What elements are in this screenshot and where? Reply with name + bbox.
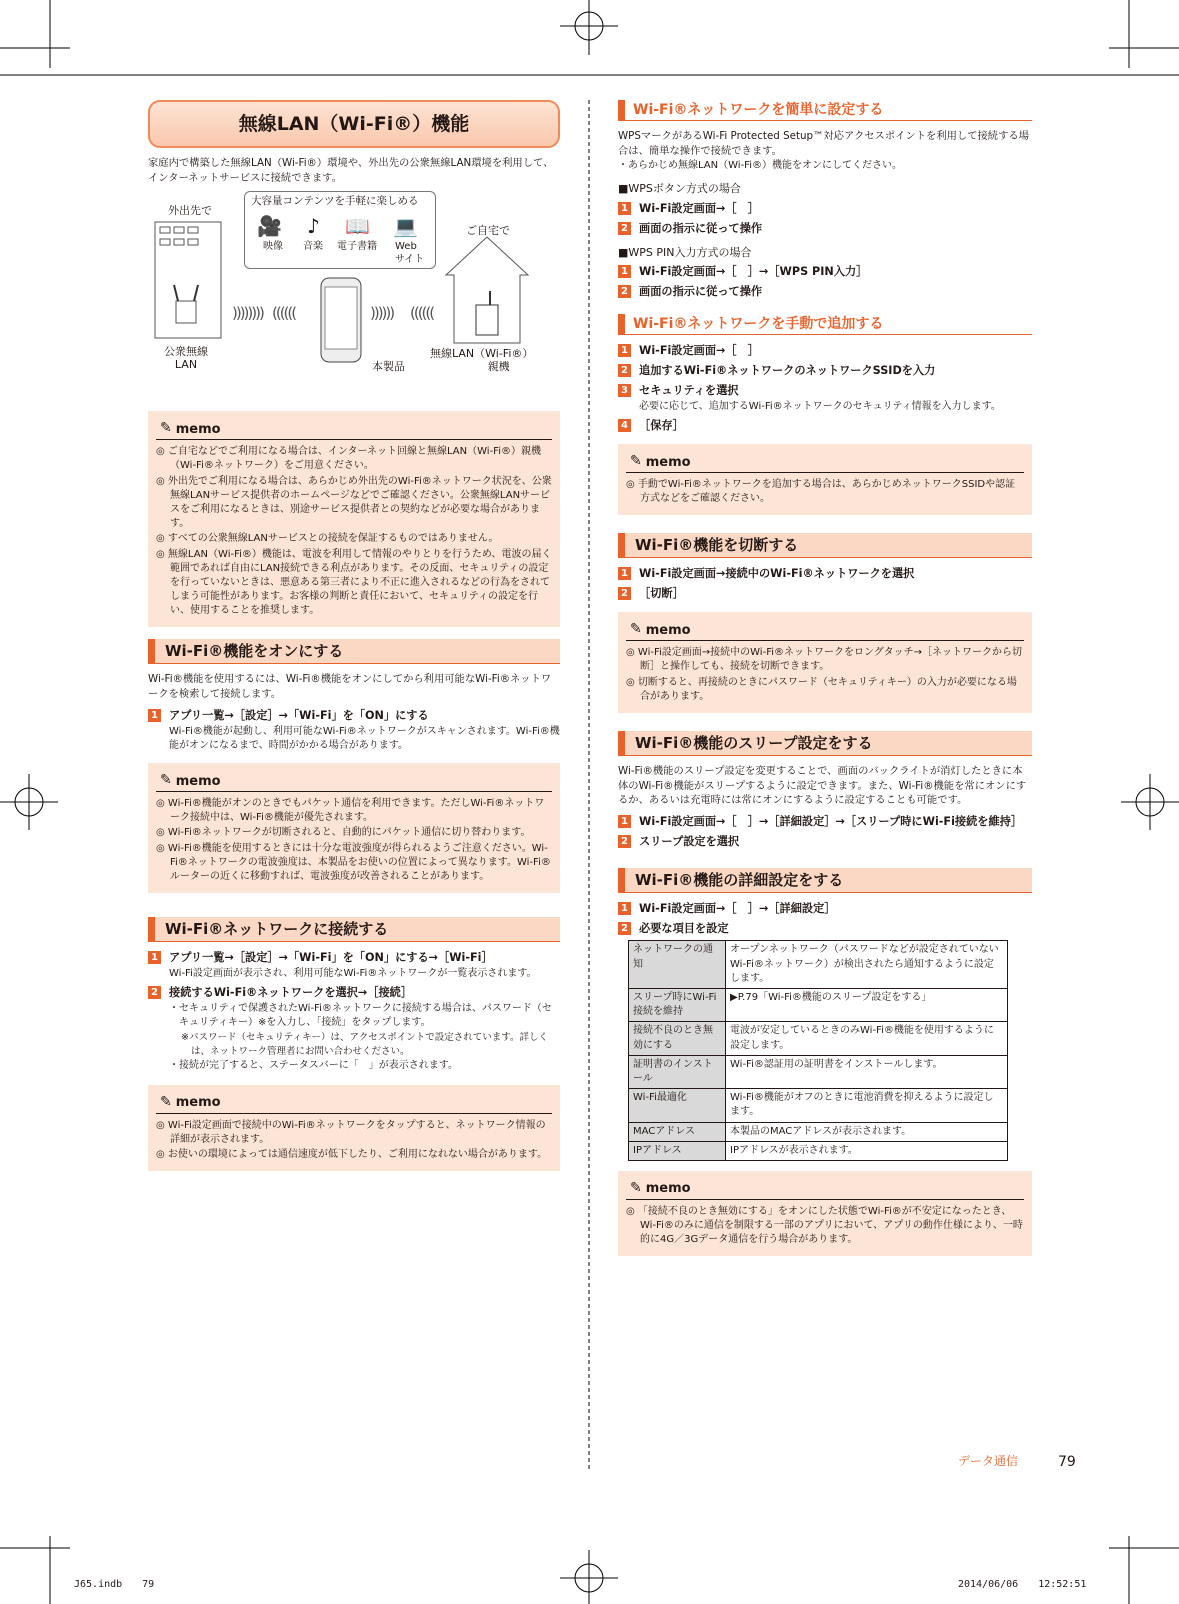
public-lan-label: 公衆無線 — [164, 345, 208, 359]
step-2: 2 スリープ設定を選択 — [618, 834, 1032, 850]
signal-waves-right: )))))) — [370, 304, 394, 323]
step-1: 1 Wi-Fi設定画面→［ ］ — [618, 343, 1032, 359]
step-2: 2 追加するWi-Fi®ネットワークのネットワークSSIDを入力 — [618, 363, 1032, 379]
memo-label: memo — [645, 1181, 691, 1197]
step-desc: Wi-Fi設定画面が表示され、利用可能なWi-Fi®ネットワークが一覧表示されます。 — [169, 968, 537, 979]
table-key: MACアドレス — [629, 1122, 726, 1141]
memo-header — [156, 419, 552, 440]
file-stamp: J65.indb 79 — [74, 1579, 155, 1590]
step-title: アプリ一覧→［設定］→「Wi-Fi」を「ON」にする — [169, 708, 429, 722]
memo-item: ◎ 無線LAN（Wi-Fi®）機能は、電波を利用して情報のやりとりを行うため、電波の届く範囲であれば自由にLAN接続できる利点があります。その反面、セキュリティの設定を行っていないときは、悪意ある第三者により不正に進入されるなどの行為をされてしまう可能性があります。お客様の判断と責任において、セキュリティの設定を行い、使用することを推奨します。 — [156, 548, 552, 619]
wps-pin-heading: ■WPS PIN入力方式の場合 — [618, 245, 752, 259]
step-title: Wi-Fi設定画面→［ ］→［詳細設定］ — [639, 901, 836, 915]
wps-bullet: ・あらかじめ無線LAN（Wi-Fi®）機能をオンにしてください。 — [618, 160, 902, 172]
public-lan-label-2: LAN — [174, 358, 198, 372]
settings-table — [628, 940, 1008, 1160]
step-2: 2 画面の指示に従って操作 — [618, 284, 1032, 300]
music-note-icon: ♪ — [307, 214, 320, 239]
section-heading-manual: Wi-Fi®ネットワークを手動で追加する — [618, 314, 1032, 335]
content-box-title: 大容量コンテンツを手軽に楽しめる — [251, 195, 419, 208]
memo-label: memo — [175, 1095, 221, 1111]
table-value: IPアドレスが表示されます。 — [726, 1141, 1008, 1160]
sleep-intro: Wi-Fi®機能のスリープ設定を変更することで、画面のバックライトが消灯したときに本体のWi-Fi®機能がスリープするように設定できます。また、Wi-Fi®機能を常にオンにするか、あるいは充電時には常にオンにするように設定することも可能です。 — [618, 765, 1027, 807]
memo-label: memo — [175, 421, 221, 437]
signal-waves-left-2: (((((( — [272, 304, 296, 323]
laptop-icon: 💻 — [393, 214, 418, 239]
bullet-text: ・セキュリティで保護されたWi-Fi®ネットワークに接続する場合は、パスワード（セキュリティキー）※を入力し、「接続」をタップします。 — [169, 1003, 552, 1029]
pencil-icon: ✎ — [160, 420, 172, 437]
step-number: 1 — [148, 951, 161, 964]
house-icon — [444, 235, 530, 345]
step-title: 画面の指示に従って操作 — [639, 221, 763, 235]
signal-waves-left: )))))))) — [232, 304, 263, 323]
step-4: 4 ［保存］ — [618, 418, 1032, 434]
table-row — [629, 1141, 1008, 1160]
table-value: ▶P.79「Wi-Fi®機能のスリープ設定をする」 — [726, 989, 1008, 1022]
building-icon — [154, 221, 224, 341]
step-title: セキュリティを選択 — [639, 384, 739, 398]
video-label: 映像 — [263, 241, 283, 253]
memo-label: memo — [175, 773, 221, 789]
wps-button-heading: ■WPSボタン方式の場合 — [618, 182, 741, 196]
step-title: Wi-Fi設定画面→［ ］→［詳細設定］→［スリープ時にWi-Fi接続を維持］ — [639, 814, 1023, 828]
device-label: 本製品 — [372, 360, 405, 374]
bullet-text: ・接続が完了すると、ステータスバーに「 」が表示されます。 — [169, 1060, 458, 1072]
step-title: Wi-Fi設定画面→接続中のWi-Fi®ネットワークを選択 — [639, 567, 915, 581]
memo-label: memo — [645, 454, 691, 470]
table-key: スリープ時にWi-Fi接続を維持 — [629, 989, 726, 1022]
step-1: 1 Wi-Fi設定画面→［ ］ — [618, 201, 1032, 217]
step-2: 2 ［切断］ — [618, 586, 1032, 602]
section-intro: Wi-Fi®機能を使用するには、Wi-Fi®機能をオンにしてから利用可能なWi-Fi®ネットワークを検索して接続します。 — [148, 673, 552, 701]
memo-item: ◎ Wi-Fi®機能がオンのときでもパケット通信を利用できます。ただしWi-Fi®ネットワーク接続中は、Wi-Fi®機能が優先されます。 — [156, 797, 552, 825]
memo-item: ◎ Wi-Fi®ネットワークが切断されると、自動的にパケット通信に切り替わります。 — [156, 826, 552, 840]
footer-section: データ通信 — [958, 1454, 1019, 1468]
step-1: 1 Wi-Fi設定画面→［ ］→［詳細設定］→［スリープ時にWi-Fi接続を維持］ — [618, 814, 1032, 830]
left-column — [148, 100, 560, 1183]
pencil-icon: ✎ — [630, 621, 642, 638]
memo-box-3 — [148, 1085, 560, 1172]
ebook-label: 電子書籍 — [337, 241, 377, 253]
table-row — [629, 1089, 1008, 1122]
memo-item: ◎ 切断すると、再接続のときにパスワード（セキュリティキー）の入力が必要になる場合があります。 — [626, 676, 1024, 704]
step-title: スリープ設定を選択 — [639, 834, 740, 848]
table-key: IPアドレス — [629, 1141, 726, 1160]
table-row — [629, 989, 1008, 1022]
memo-item: ◎ Wi-Fi設定画面→接続中のWi-Fi®ネットワークをロングタッチ→［ネットワークから切断］と操作しても、接続を切断できます。 — [626, 646, 1024, 674]
table-key: Wi-Fi最適化 — [629, 1089, 726, 1122]
step-2: 2 画面の指示に従って操作 — [618, 221, 1032, 237]
table-row — [629, 1022, 1008, 1055]
step-2: 2 必要な項目を設定 — [618, 921, 1032, 937]
intro-text: 家庭内で構築した無線LAN（Wi-Fi®）環境や、外出先の公衆無線LAN環境を利用して、インターネットサービスに接続できます。 — [148, 157, 554, 184]
music-label: 音楽 — [303, 241, 323, 253]
step-2 — [148, 985, 560, 1074]
step-title: Wi-Fi設定画面→［ ］ — [639, 344, 759, 358]
pencil-icon: ✎ — [160, 1093, 172, 1110]
note-text: ※パスワード（セキュリティキー）は、アクセスポイントで設定されています。詳しくは、ネットワーク管理者にお問い合わせください。 — [181, 1032, 548, 1057]
router-label: 無線LAN（Wi-Fi®） — [430, 347, 534, 361]
section-heading-wps: Wi-Fi®ネットワークを簡単に設定する — [618, 100, 1032, 121]
content-box — [244, 191, 436, 269]
step-number: 1 — [148, 709, 161, 722]
table-key: 証明書のインストール — [629, 1055, 726, 1088]
section-heading-wifi-on: Wi-Fi®機能をオンにする — [148, 639, 560, 664]
memo-item: ◎ お使いの環境によっては通信速度が低下したり、ご利用になれない場合があります。 — [156, 1148, 552, 1162]
memo-box-2 — [148, 763, 560, 893]
table-key: 接続不良のとき無効にする — [629, 1022, 726, 1055]
memo-item: ◎ 外出先でご利用になる場合は、あらかじめ外出先のWi-Fi®ネットワーク状況を、公衆無線LANサービス提供者のホームページなどでご確認ください。公衆無線LANサービスをご利用になるときは、別途サービス提供者との契約などが必要な場合があります。 — [156, 475, 552, 532]
step-title: ［保存］ — [639, 419, 684, 433]
pencil-icon: ✎ — [630, 453, 642, 470]
step-title: 追加するWi-Fi®ネットワークのネットワークSSIDを入力 — [639, 364, 936, 378]
step-1 — [148, 950, 560, 981]
site-label: サイト — [395, 254, 425, 266]
memo-item: ◎ Wi-Fi設定画面で接続中のWi-Fi®ネットワークをタップすると、ネットワーク情報の詳細が表示されます。 — [156, 1119, 552, 1147]
table-row — [629, 1055, 1008, 1088]
table-value: 電波が安定しているときのみWi-Fi®機能を使用するように設定します。 — [726, 1022, 1008, 1055]
pencil-icon: ✎ — [630, 1180, 642, 1197]
step-title: 必要な項目を設定 — [639, 921, 729, 935]
memo-box-5 — [618, 612, 1032, 713]
section-heading-disconnect: Wi-Fi®機能を切断する — [618, 533, 1032, 558]
step-title: アプリ一覧→［設定］→「Wi-Fi」を「ON」にする→［Wi-Fi］ — [169, 951, 493, 965]
memo-box-1 — [148, 411, 560, 627]
step-title: 接続するWi-Fi®ネットワークを選択→［接続］ — [169, 986, 413, 1000]
table-key: ネットワークの通知 — [629, 941, 726, 989]
section-heading-connect: Wi-Fi®ネットワークに接続する — [148, 917, 560, 942]
page-number: 79 — [1058, 1454, 1076, 1470]
signal-waves-right-2: (((((( — [410, 304, 434, 323]
wifi-diagram — [148, 191, 560, 401]
smartphone-icon — [320, 277, 362, 363]
step-1: 1 Wi-Fi設定画面→接続中のWi-Fi®ネットワークを選択 — [618, 566, 1032, 582]
outside-label: 外出先で — [168, 204, 212, 218]
memo-item: ◎ Wi-Fi®機能を使用するときには十分な電波強度が得られるようご注意ください。Wi-Fi®ネットワークの電波強度は、本製品をお使いの位置によって異なります。Wi-Fi®ルーターの近くに移動すれば、電波強度が改善されることがあります。 — [156, 842, 552, 885]
home-label: ご自宅で — [466, 224, 510, 238]
step-desc: Wi-Fi®機能が起動し、利用可能なWi-Fi®ネットワークがスキャンされます。Wi-Fi®機能がオンになるまで、時間がかかる場合があります。 — [169, 725, 560, 751]
memo-label: memo — [645, 622, 691, 638]
page-title: 無線LAN（Wi-Fi®）機能 — [148, 100, 560, 148]
book-icon: 📖 — [345, 214, 370, 239]
memo-box-4 — [618, 444, 1032, 515]
table-value: オープンネットワーク（パスワードなどが設定されていないWi-Fi®ネットワーク）が検出されたら通知するように設定します。 — [726, 941, 1008, 989]
memo-item: ◎ 手動でWi-Fi®ネットワークを追加する場合は、あらかじめネットワークSSIDや認証方式などをご確認ください。 — [626, 478, 1024, 506]
memo-box-6 — [618, 1171, 1032, 1257]
video-camera-icon: 🎥 — [257, 214, 282, 239]
step-3: 3 セキュリティを選択 必要に応じて、追加するWi-Fi®ネットワークのセキュリティ情報を入力します。 — [618, 383, 1032, 414]
step-desc: 必要に応じて、追加するWi-Fi®ネットワークのセキュリティ情報を入力します。 — [639, 400, 1001, 412]
step-title: ［切断］ — [639, 587, 684, 601]
section-heading-sleep: Wi-Fi®機能のスリープ設定をする — [618, 731, 1032, 756]
table-row — [629, 941, 1008, 989]
pencil-icon: ✎ — [160, 772, 172, 789]
step-title: 画面の指示に従って操作 — [639, 285, 763, 299]
memo-item: ◎ すべての公衆無線LANサービスとの接続を保証するものではありません。 — [156, 532, 552, 546]
step-title: Wi-Fi設定画面→［ ］→［WPS PIN入力］ — [639, 265, 868, 279]
step-1: 1 Wi-Fi設定画面→［ ］→［詳細設定］ — [618, 901, 1032, 917]
step-number: 2 — [148, 986, 161, 999]
step-1: 1 Wi-Fi設定画面→［ ］→［WPS PIN入力］ — [618, 264, 1032, 280]
table-row — [629, 1122, 1008, 1141]
memo-item: ◎ 「接続不良のとき無効にする」をオンにした状態でWi-Fi®が不安定になったとき、Wi-Fi®のみに通信を制限する一部のアプリにおいて、アプリの動作仕様により、一時的に4G／3Gデータ通信を行う場合があります。 — [626, 1205, 1024, 1248]
table-value: Wi-Fi®認証用の証明書をインストールします。 — [726, 1055, 1008, 1088]
timestamp-stamp: 2014/06/06 12:52:51 — [958, 1579, 1087, 1590]
memo-item: ◎ ご自宅などでご利用になる場合は、インターネット回線と無線LAN（Wi-Fi®）親機（Wi-Fi®ネットワーク）をご用意ください。 — [156, 445, 552, 473]
step-title: Wi-Fi設定画面→［ ］ — [639, 202, 759, 216]
wps-intro: WPSマークがあるWi-Fi Protected Setup™対応アクセスポイントを利用して接続する場合は、簡単な操作で接続できます。 — [618, 130, 1029, 157]
step-1 — [148, 708, 560, 753]
router-label-2: 親機 — [487, 360, 510, 374]
right-column — [618, 100, 1032, 1268]
section-heading-advanced: Wi-Fi®機能の詳細設定をする — [618, 868, 1032, 893]
table-value: 本製品のMACアドレスが表示されます。 — [726, 1122, 1008, 1141]
table-value: Wi-Fi®機能がオフのときに電池消費を抑えるように設定します。 — [726, 1089, 1008, 1122]
web-label: Web — [395, 241, 417, 253]
